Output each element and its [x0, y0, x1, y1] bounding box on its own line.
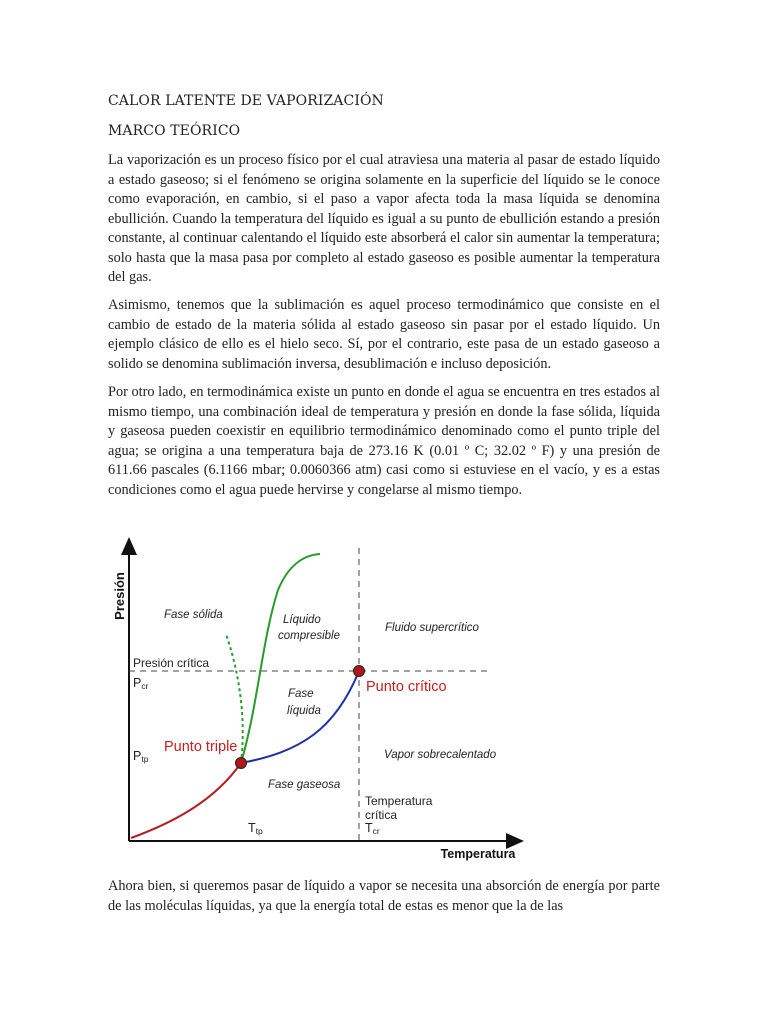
region-gas-label: Fase gaseosa	[268, 779, 341, 791]
paragraph-text: Asimismo, tenemos que la sublimación es aquel proceso termodinámico que consiste en el cambio de estado de la materia sólida al estado gaseoso sin pasar por el estado líquido. Un ejemplo clásico de ello es el hielo seco. Sí, por el contrario, este pasa de un estado gaseoso a solido se denomina sublimación inversa, desublimación e incluso deposición.	[108, 297, 660, 372]
phase-diagram	[100, 532, 530, 867]
region-liquid-label: Fase	[288, 688, 314, 700]
ptp-label: Ptp	[133, 749, 149, 764]
ttp-label: Ttp	[248, 821, 263, 836]
sublimation-curve	[131, 763, 241, 838]
critical-temperature-label: Temperatura	[365, 794, 433, 808]
paragraph-text: Ahora bien, si queremos pasar de líquido a vapor se necesita una absorción de energía por parte de las moléculas líquidas, ya que la energía total de estas es menor que la de las	[108, 878, 660, 914]
critical-point-marker	[354, 666, 365, 677]
paragraph-sublimacion	[108, 296, 660, 374]
section-heading: MARCO TEÓRICO	[108, 123, 241, 139]
tcr-label: Tcr	[365, 821, 380, 836]
region-solid-label: Fase sólida	[164, 609, 223, 621]
pcr-label: Pcr	[133, 676, 149, 691]
paragraph-text: Por otro lado, en termodinámica existe un punto en donde el agua se encuentra en tres estados al mismo tiempo, una combinación ideal de temperatura y presión en donde la fase sólida, líquida y gaseosa pueden coexistir en equilibrio termodinámico denominado como el punto triple del agua; se origina a una temperatura baja de 273.16 K (0.01 º C; 32.02 º F) y una presión de 611.66 pascales (6.1166 mbar; 0.0060366 atm) casi como si estuviese en el vacío, y es a estas condiciones como el agua puede hervirse y congelarse al mismo tiempo.	[108, 384, 660, 498]
region-compressible-liquid-label: Líquido	[283, 614, 321, 626]
region-liquid-label-2: líquida	[287, 705, 321, 717]
document-title: CALOR LATENTE DE VAPORIZACIÓN	[108, 93, 384, 109]
paragraph-ahora-bien	[108, 877, 660, 916]
paragraph-vaporizacion	[108, 151, 660, 288]
region-compressible-liquid-label-2: compresible	[278, 630, 340, 642]
melting-curve	[241, 554, 320, 763]
region-vapor-label: Vapor sobrecalentado	[384, 749, 497, 761]
triple-point-label: Punto triple	[164, 739, 238, 755]
region-supercritical-label: Fluido supercrítico	[385, 622, 479, 634]
critical-point-label: Punto crítico	[366, 679, 447, 695]
y-axis-label: Presión	[112, 572, 127, 620]
paragraph-punto-triple	[108, 383, 660, 500]
critical-temperature-label-2: crítica	[365, 808, 398, 822]
x-axis-label: Temperatura	[440, 847, 516, 861]
triple-point-marker	[236, 758, 247, 769]
critical-pressure-label: Presión crítica	[133, 656, 210, 670]
paragraph-text: La vaporización es un proceso físico por el cual atraviesa una materia al pasar de estado líquido a estado gaseoso; si el fenómeno se origina solamente en la superficie del líquido se le conoce como evaporación, en cambio, si el paso a vapor afecta toda la masa líquida se denomina ebullición. Cuando la temperatura del líquido es igual a su punto de ebullición estando a presión constante, al continuar calentando el líquido este absorberá el calor sin aumentar la temperatura; solo hasta que la masa pasa por completo al estado gaseoso es posible aumentar la temperatura del gas.	[108, 152, 660, 285]
